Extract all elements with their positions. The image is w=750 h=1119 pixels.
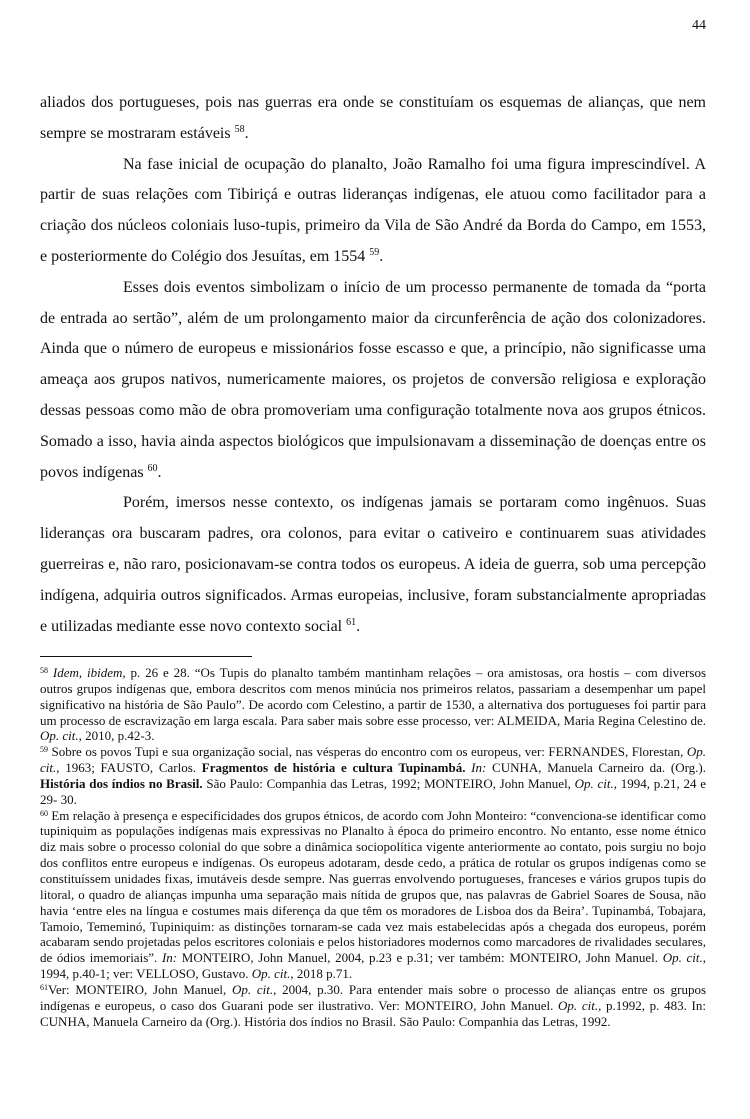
footnote-ref[interactable]: 59 (369, 246, 380, 258)
main-text (40, 88, 706, 642)
paragraph: Esses dois eventos simbolizam o início de um processo permanente de tomada da “porta de entrada ao sertão”, além de um prolongamento maior da circunferência de ação dos colonizadores. Ainda que o número de europeus e missionários fosse escasso e que, a princípio, não significasse uma ameaça aos grupos nativos, numericamente maiores, os projetos de conversão religiosa e exploração dessas pessoas como mão de obra promoveriam uma configuração totalmente nova aos grupos étnicos. Somado a isso, havia ainda aspectos biológicos que impulsionavam a disseminação de doenças entre os povos indígenas $^{60}$. (40, 278, 706, 481)
paragraph: Porém, imersos nesse contexto, os indígenas jamais se portaram como ingênuos. Suas lideranças ora buscaram padres, ora colonos, para evitar o cativeiro e continuarem suas atividades guerreiras e, não raro, posicionavam-se contra todos os europeus. A ideia de guerra, sob uma percepção indígena, adquiria outros significados. Armas europeias, inclusive, foram substancialmente apropriadas e utilizadas mediante esse novo contexto social $^{61}$. (40, 494, 706, 635)
footnote-number: 61 (40, 982, 48, 992)
footnote-60: $^{60}$ Em relação à presença e especificidades dos grupos étnicos, de acordo com John Monteiro: “convenciona-se identificar como tupiniquim as populações indígenas mais expressivas no Planalto à época do primeiro encontro. No entanto, esse nome étnico diz mais sobre o processo colonial do que sobre a dinâmica sociopolítica vigente anteriormente ao contato, pois surgiu no bojo dos conflitos entre europeus e indígenas. Os europeus adotaram, desde cedo, a prática de rotular os grupos indígenas como se constituíssem unidades fixas, imutáveis desde sempre. Nas guerras envolvendo portugueses, franceses e vários grupos tupis do litoral, o quadro de alianças impunha uma separação mais nítida de grupos que, nas palavras de Gabriel Soares de Sousa, não havia ‘entre eles na língua e costumes mais diferença da que têm os moradores de Lisboa dos da Beira’. Tupinambá, Tobajara, Tamoio, Tememinó, Tupiniquim: as distinções tornaram-se cada vez mais estabelecidas após a chegada dos europeus, porém acabaram sendo projetadas pelos escritores coloniais e pelos historiadores modernos como marcadores de rivalidades seculares, de ódios imemoriais”. In: MONTEIRO, John Manuel, 2004, p.23 e p.31; ver também: MONTEIRO, John Manuel. Op. cit., 1994, p.40-1; ver: VELLOSO, Gustavo. Op. cit., 2018 p.71. (40, 807, 706, 982)
footnote-separator (40, 656, 252, 657)
footnote-61: $^{61}$Ver: MONTEIRO, John Manuel, Op. cit., 2004, p.30. Para entender mais sobre o processo de alianças entre os grupos indígenas e europeus, o caso dos Guarani pode ser ilustrativo. Ver: MONTEIRO, John Manuel. Op. cit., p.1992, p. 483. In: CUNHA, Manuela Carneiro da (Org.). História dos índios no Brasil. São Paulo: Companhia das Letras, 1992. (40, 981, 706, 1029)
footnote-ref[interactable]: 61 (346, 616, 357, 628)
footnote-number: 58 (40, 666, 48, 675)
footnotes (40, 665, 706, 1029)
footnote-number: 60 (40, 808, 48, 818)
footnote-ref[interactable]: 60 (147, 462, 158, 474)
footnote-58: $^{58}$ Idem, ibidem, p. 26 e 28. “Os Tupis do planalto também mantinham relações – ora amistosas, ora hostis – com diversos outros grupos indígenas que, embora descritos com menos minúcia nos primeiros relatos, passariam a desempenhar um papel significativo na história de São Paulo”. De acordo com Celestino, a partir de 1530, a alternativa dos portugueses foi partir para um processo de escravização em larga escala. Para saber mais sobre esse processo, ver: ALMEIDA, Maria Regina Celestino de. Op. cit., 2010, p.42-3. (40, 665, 707, 744)
footnote-number: 59 (40, 745, 48, 755)
paragraph: Na fase inicial de ocupação do planalto, João Ramalho foi uma figura imprescindível. A partir de suas relações com Tibiriçá e outras lideranças indígenas, ele atuou como facilitador para a criação dos núcleos coloniais luso-tupis, primeiro da Vila de São André da Borda do Campo, em 1553, e posteriormente do Colégio dos Jesuítas, em 1554 $^{59}$. (40, 155, 706, 265)
footnote-59: $^{59}$ Sobre os povos Tupi e sua organização social, nas vésperas do encontro com os europeus, ver: FERNANDES, Florestan, Op. cit., 1963; FAUSTO, Carlos. Fragmentos de história e cultura Tupinambá. In: CUNHA, Manuela Carneiro da. (Org.). História dos índios no Brasil. São Paulo: Companhia das Letras, 1992; MONTEIRO, John Manuel, Op. cit., 1994, p.21, 24 e 29- 30. (40, 744, 707, 807)
footnote-ref[interactable]: 58 (234, 123, 245, 135)
page-number: 44 (692, 18, 706, 33)
paragraph: aliados dos portugueses, pois nas guerras era onde se constituíam os esquemas de alianças, que nem sempre se mostraram estáveis $^{58}$. (40, 94, 706, 142)
